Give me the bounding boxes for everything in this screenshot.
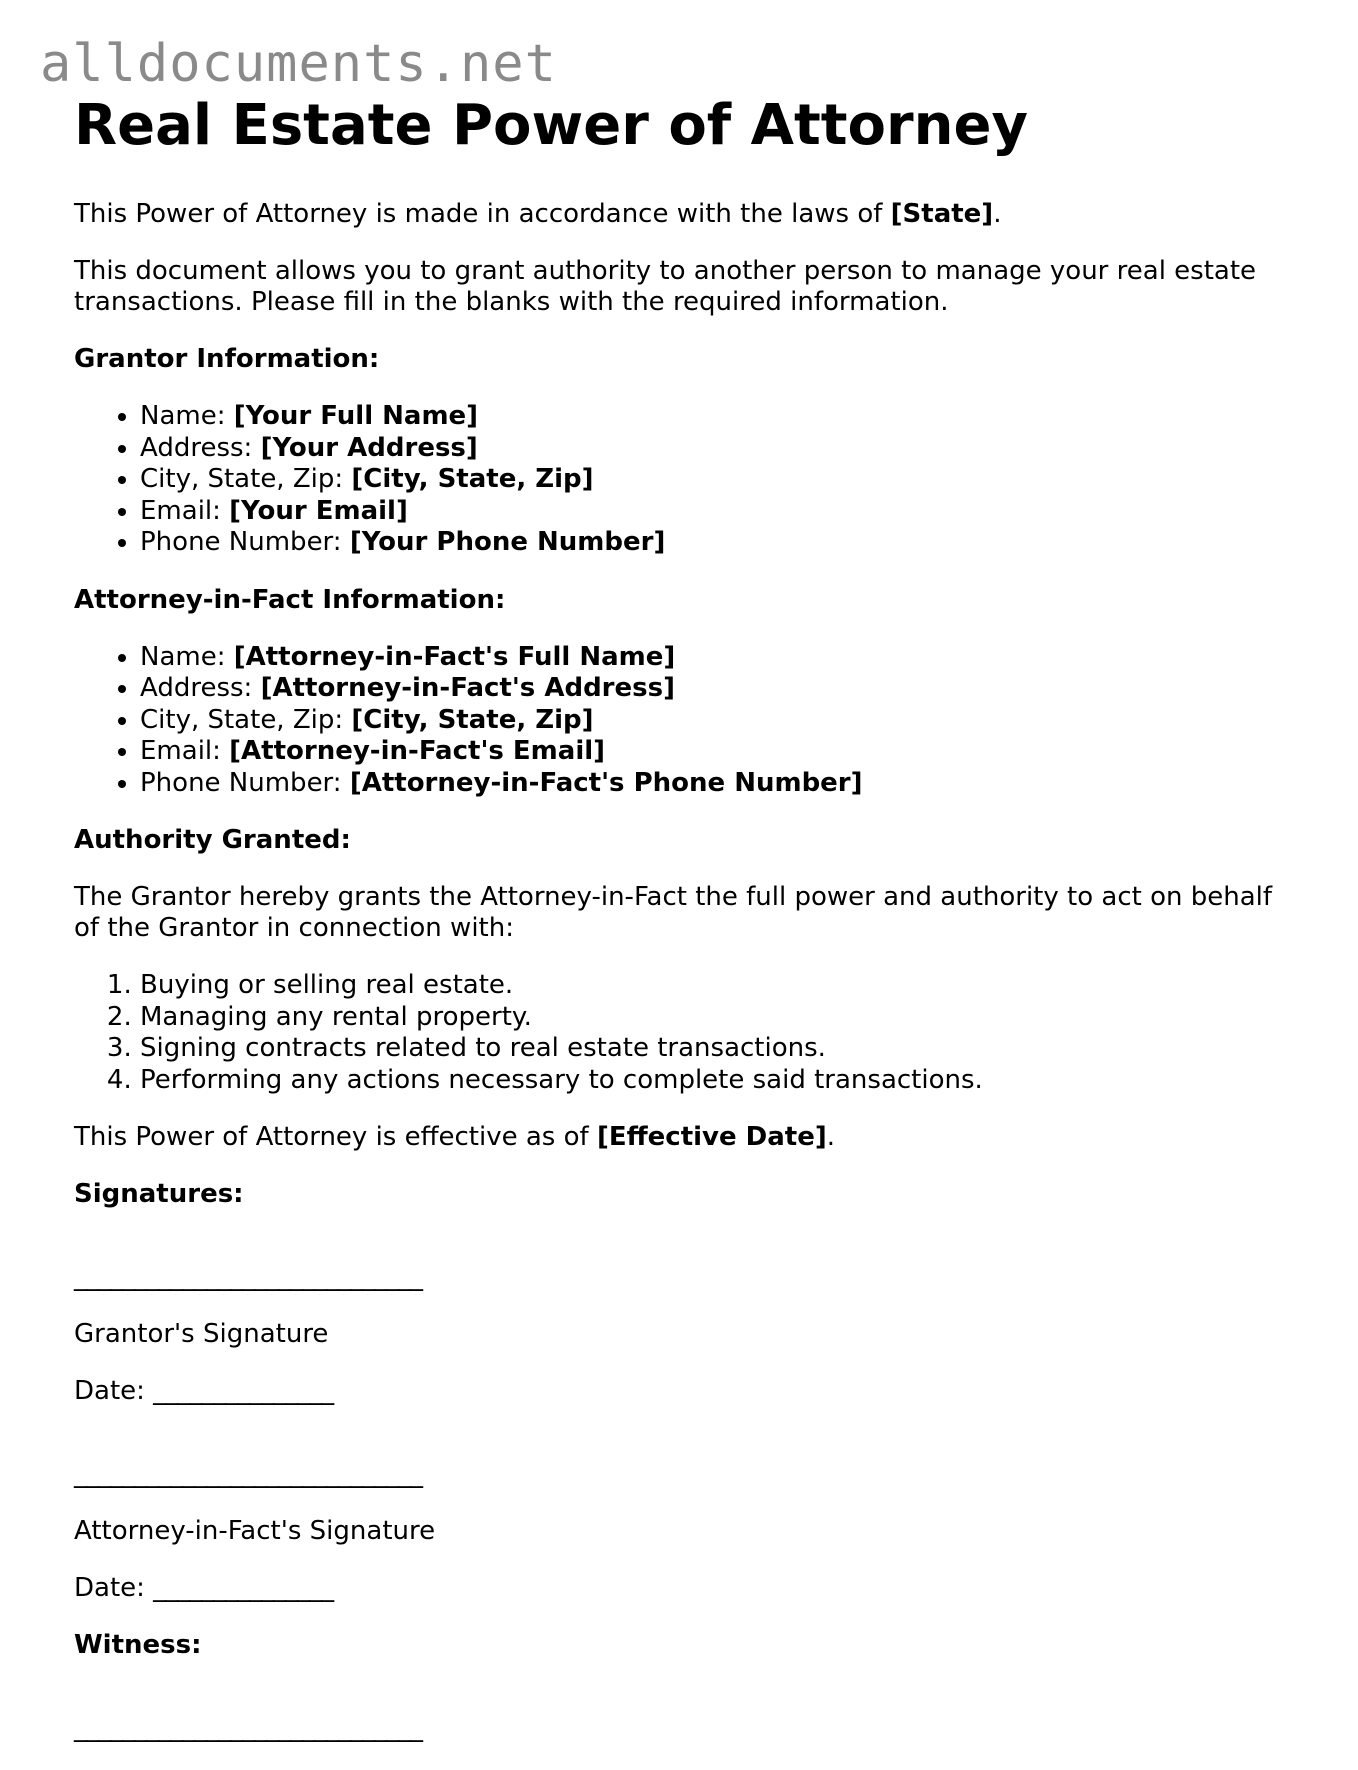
witness-signature-line: _____________________________ <box>74 1713 422 1744</box>
date-label: Date: <box>74 1573 154 1604</box>
document-title: Real Estate Power of Attorney <box>74 93 1028 158</box>
field-label: Name: <box>140 401 234 432</box>
attorney-heading: Attorney-in-Fact Information: <box>74 584 506 615</box>
document-body <box>74 92 1294 1770</box>
authority-list <box>74 970 1294 1096</box>
date-line: _______________ <box>153 1573 334 1604</box>
field-value: [Your Address] <box>260 432 478 463</box>
list-item <box>140 642 1294 674</box>
list-item <box>140 736 1294 768</box>
attorney-signature-line: _____________________________ <box>74 1459 422 1490</box>
governing-law-paragraph <box>74 199 1294 230</box>
spacer <box>74 1236 1294 1262</box>
field-value: [Your Phone Number] <box>349 527 666 558</box>
list-item <box>140 433 1294 465</box>
field-label: Address: <box>140 432 261 463</box>
authority-heading: Authority Granted: <box>74 825 351 856</box>
governing-law-suffix: . <box>993 199 1002 230</box>
field-label: Phone Number: <box>140 767 350 798</box>
authority-paragraph: The Grantor hereby grants the Attorney-in-Fact the full power and authority to act on behalf of the Grantor in connection with: <box>74 882 1273 944</box>
attorney-date-row <box>74 1573 1294 1604</box>
field-value: [City, State, Zip] <box>351 464 594 495</box>
list-item <box>140 673 1294 705</box>
list-item <box>140 768 1294 800</box>
list-item: 3. Signing contracts related to real estate transactions. <box>140 1033 1294 1065</box>
effective-prefix: This Power of Attorney is effective as of <box>74 1122 597 1153</box>
field-label: Address: <box>140 673 261 704</box>
grantor-signature-label: Grantor's Signature <box>74 1319 329 1350</box>
date-label: Date: <box>74 1376 154 1407</box>
field-label: Email: <box>140 736 230 767</box>
state-placeholder: [State] <box>890 199 994 230</box>
field-label: Phone Number: <box>140 527 350 558</box>
list-item <box>140 527 1294 559</box>
grantor-signature-line: _____________________________ <box>74 1262 422 1293</box>
field-value: [Attorney-in-Fact's Address] <box>260 673 675 704</box>
grantor-heading: Grantor Information: <box>74 344 380 375</box>
field-value: [Your Email] <box>229 495 408 526</box>
list-item: 2. Managing any rental property. <box>140 1002 1294 1034</box>
list-item <box>140 401 1294 433</box>
effective-suffix: . <box>826 1122 836 1153</box>
effective-date-placeholder: [Effective Date] <box>596 1122 827 1153</box>
field-label: City, State, Zip: <box>140 464 352 495</box>
field-label: Name: <box>140 641 234 672</box>
list-item: 1. Buying or selling real estate. <box>140 970 1294 1002</box>
grantor-list <box>74 401 1294 559</box>
date-line: _______________ <box>153 1376 334 1407</box>
list-item <box>140 464 1294 496</box>
governing-law-prefix: This Power of Attorney is made in accordance with the laws of <box>74 199 891 230</box>
attorney-list <box>74 642 1294 800</box>
witness-heading: Witness: <box>74 1630 202 1661</box>
watermark: alldocuments.net <box>40 34 557 94</box>
list-item: 4. Performing any actions necessary to complete said transactions. <box>140 1065 1294 1097</box>
signatures-heading: Signatures: <box>74 1179 244 1210</box>
field-value: [Attorney-in-Fact's Full Name] <box>233 641 676 672</box>
field-value: [Attorney-in-Fact's Phone Number] <box>349 767 863 798</box>
list-item <box>140 705 1294 737</box>
spacer <box>74 1433 1294 1459</box>
list-item <box>140 496 1294 528</box>
effective-date-paragraph <box>74 1122 1294 1153</box>
field-value: [Attorney-in-Fact's Email] <box>229 736 606 767</box>
grantor-date-row <box>74 1376 1294 1407</box>
spacer <box>74 1687 1294 1713</box>
field-value: [Your Full Name] <box>233 401 479 432</box>
field-label: City, State, Zip: <box>140 704 352 735</box>
field-label: Email: <box>140 495 230 526</box>
field-value: [City, State, Zip] <box>351 704 594 735</box>
attorney-signature-label: Attorney-in-Fact's Signature <box>74 1516 436 1547</box>
description-paragraph: This document allows you to grant authority to another person to manage your real estate transactions. Please fill in the blanks with the required information. <box>74 256 1257 318</box>
